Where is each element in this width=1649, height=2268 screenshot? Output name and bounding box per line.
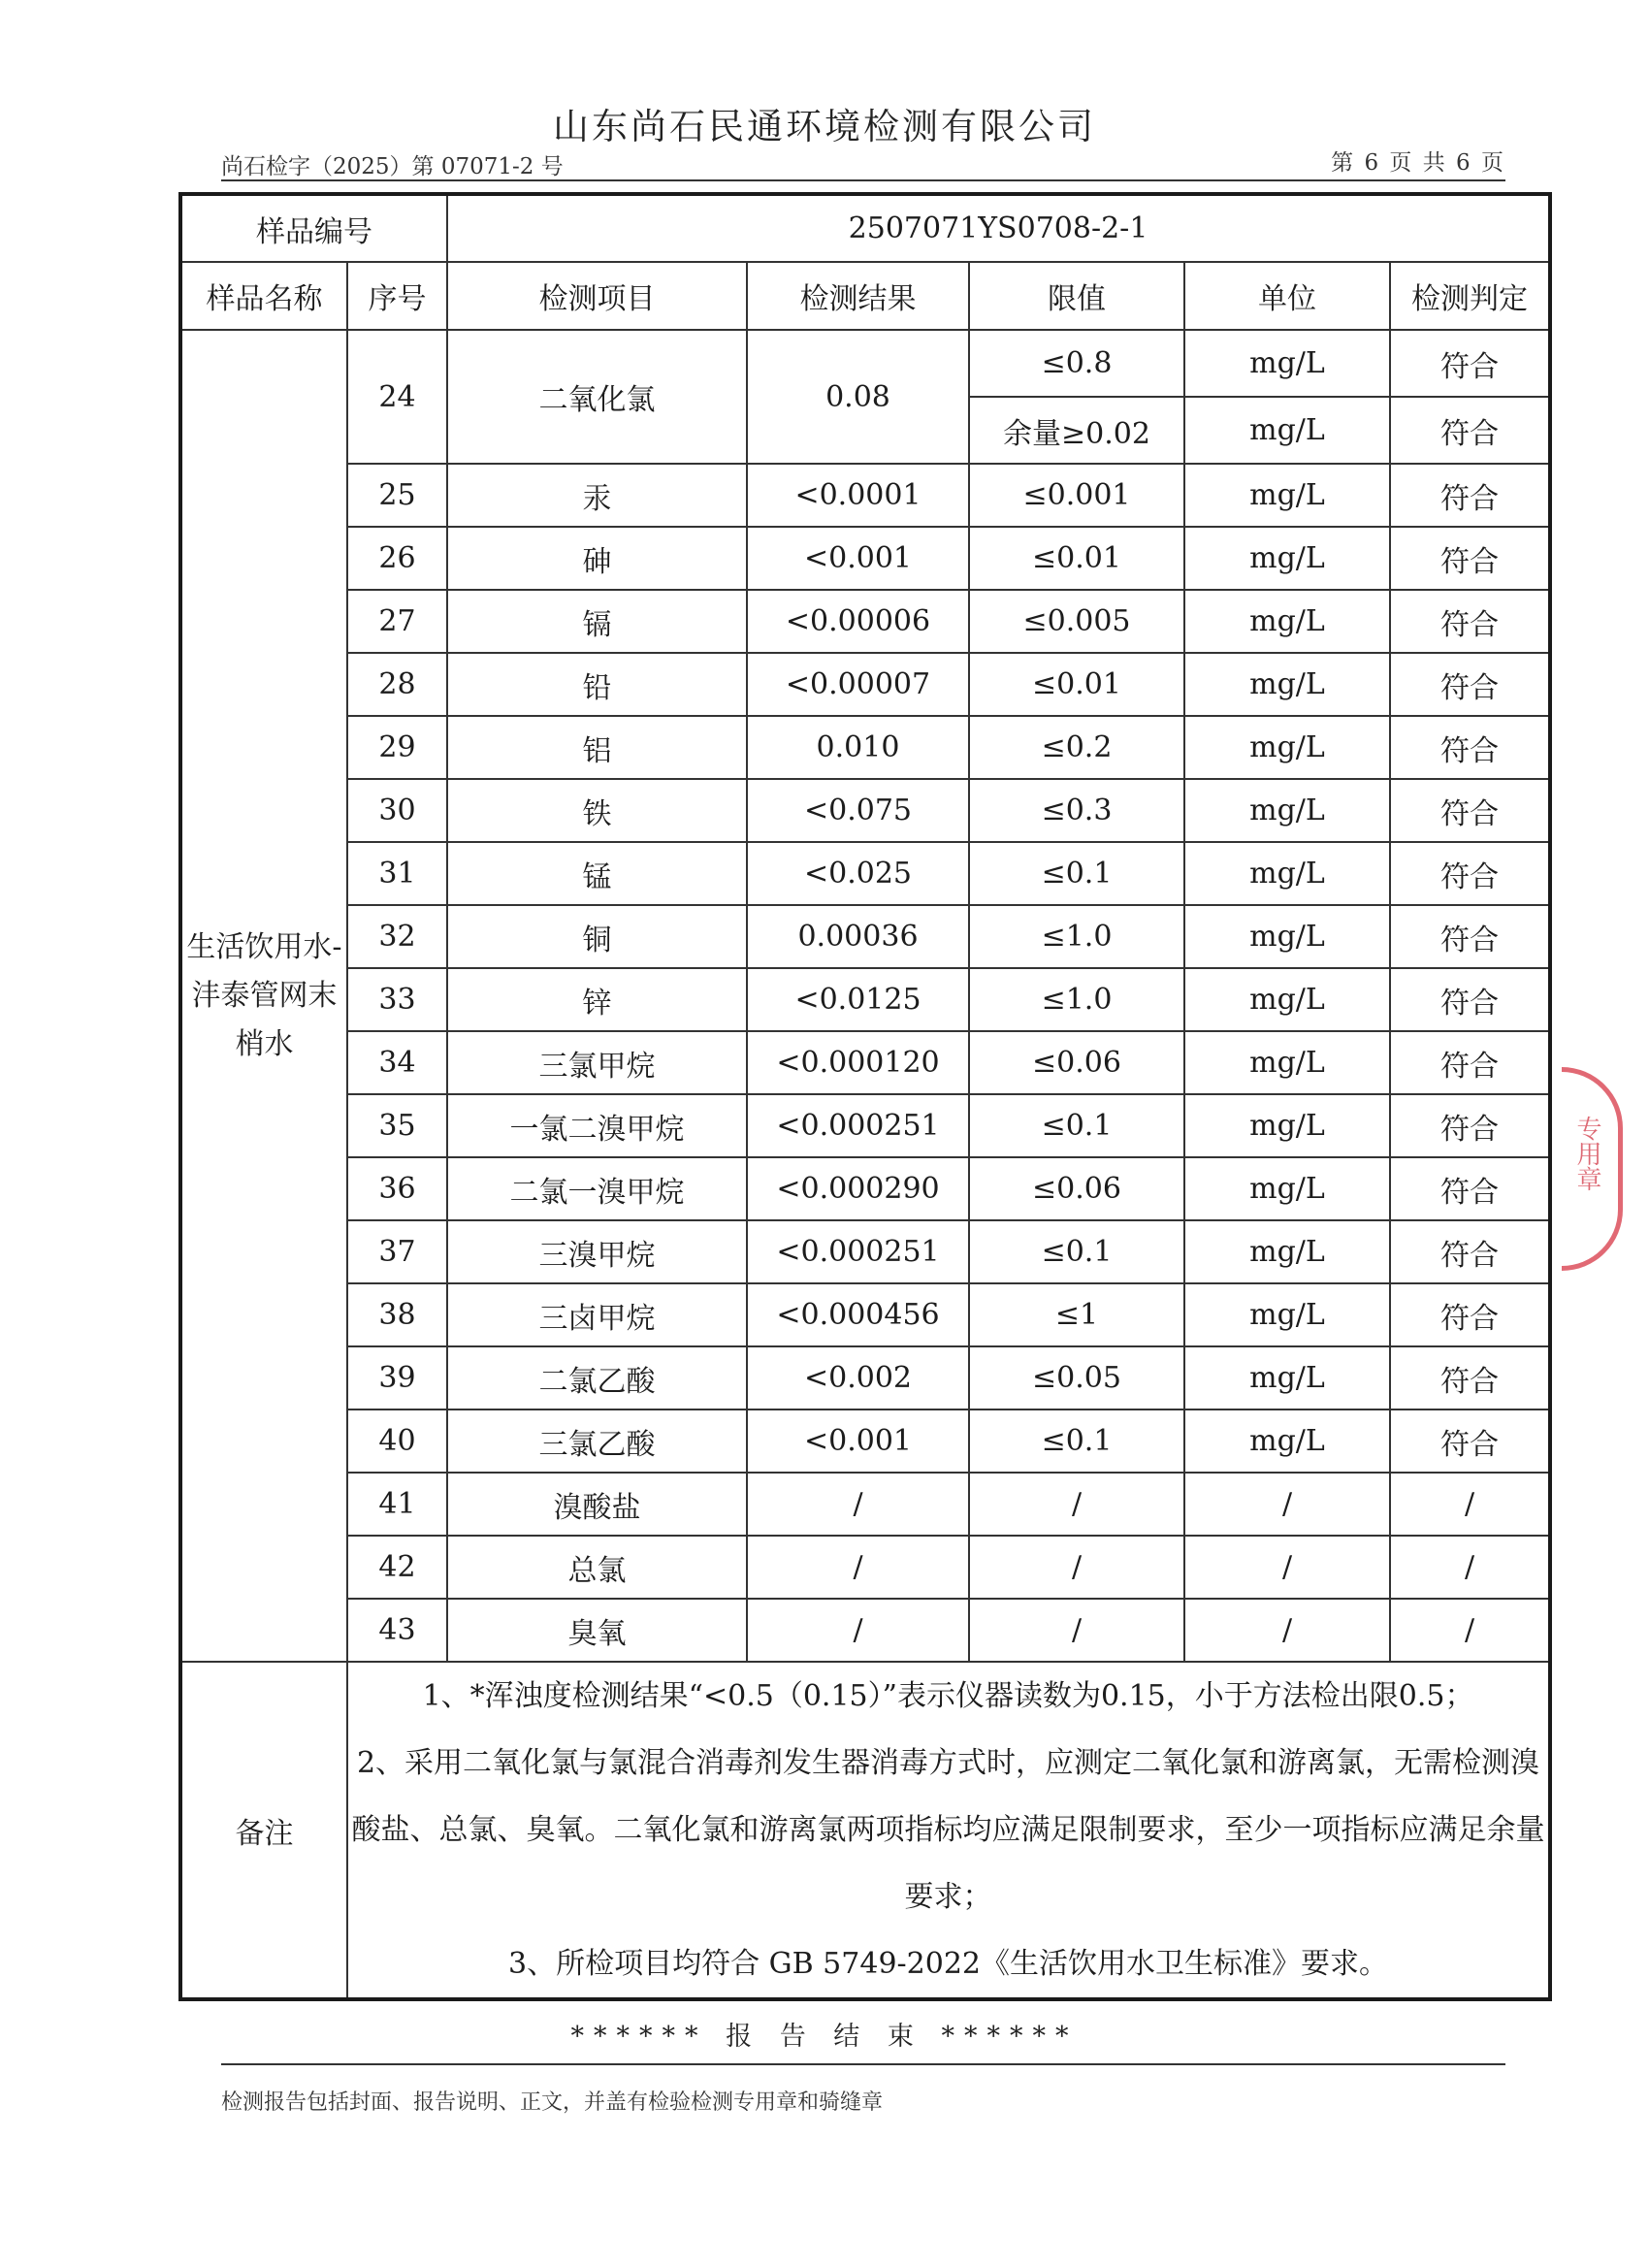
row-unit: mg/L <box>1184 1094 1390 1157</box>
row-verdict: 符合 <box>1390 842 1550 905</box>
row-verdict: 符合 <box>1390 779 1550 842</box>
row-result: <0.001 <box>747 527 969 590</box>
table-row <box>180 1283 1550 1346</box>
row-result: <0.000456 <box>747 1283 969 1346</box>
col-verdict: 检测判定 <box>1390 262 1550 330</box>
table-row <box>180 464 1550 527</box>
sample-no-value: 2507071YS0708-2-1 <box>447 194 1550 262</box>
table-row <box>180 1409 1550 1473</box>
report-end-mark: ****** 报 告 结 束 ****** <box>570 2022 1079 2052</box>
row-unit: mg/L <box>1184 590 1390 653</box>
row-no: 24 <box>347 330 447 464</box>
row-limit: ≤0.005 <box>969 590 1184 653</box>
row-item: 锰 <box>447 842 747 905</box>
row-no: 25 <box>347 464 447 527</box>
row-item: 臭氧 <box>447 1599 747 1662</box>
table-row <box>180 905 1550 968</box>
row-limit: ≤0.3 <box>969 779 1184 842</box>
row-verdict: 符合 <box>1390 330 1550 397</box>
row-no: 43 <box>347 1599 447 1662</box>
row-no: 33 <box>347 968 447 1031</box>
col-unit: 单位 <box>1184 262 1390 330</box>
row-result: <0.0001 <box>747 464 969 527</box>
row-result: <0.00007 <box>747 653 969 716</box>
row-result: <0.00006 <box>747 590 969 653</box>
row-limit: / <box>969 1536 1184 1599</box>
col-limit: 限值 <box>969 262 1184 330</box>
row-no: 26 <box>347 527 447 590</box>
table-row <box>180 1599 1550 1662</box>
row-unit: mg/L <box>1184 1346 1390 1409</box>
row-no: 42 <box>347 1536 447 1599</box>
row-limit: ≤0.8 <box>969 330 1184 397</box>
row-result: <0.0125 <box>747 968 969 1031</box>
col-item: 检测项目 <box>447 262 747 330</box>
row-verdict: / <box>1390 1473 1550 1536</box>
row-result: / <box>747 1473 969 1536</box>
row-result: <0.002 <box>747 1346 969 1409</box>
row-no: 41 <box>347 1473 447 1536</box>
row-result: <0.025 <box>747 842 969 905</box>
seal-stamp-text: 专用章 <box>1572 1116 1601 1191</box>
notes-cell <box>347 1662 1550 1999</box>
table-row <box>180 527 1550 590</box>
row-limit: ≤0.2 <box>969 716 1184 779</box>
row-no: 27 <box>347 590 447 653</box>
table-row <box>180 1346 1550 1409</box>
row-no: 35 <box>347 1094 447 1157</box>
row-limit: ≤0.06 <box>969 1031 1184 1094</box>
row-no: 28 <box>347 653 447 716</box>
sample-name-cell: 生活饮用水-沣泰管网末梢水 <box>180 330 347 1662</box>
row-limit: ≤0.06 <box>969 1157 1184 1220</box>
row-verdict: 符合 <box>1390 590 1550 653</box>
row-limit: / <box>969 1473 1184 1536</box>
row-limit: ≤0.01 <box>969 653 1184 716</box>
row-unit: / <box>1184 1536 1390 1599</box>
row-unit: mg/L <box>1184 1031 1390 1094</box>
col-sample-name: 样品名称 <box>180 262 347 330</box>
row-verdict: 符合 <box>1390 905 1550 968</box>
row-item: 三溴甲烷 <box>447 1220 747 1283</box>
row-item: 锌 <box>447 968 747 1031</box>
table-row <box>180 590 1550 653</box>
table-row <box>180 1157 1550 1220</box>
row-limit: / <box>969 1599 1184 1662</box>
row-verdict: 符合 <box>1390 1094 1550 1157</box>
row-unit: mg/L <box>1184 842 1390 905</box>
row-item: 三卤甲烷 <box>447 1283 747 1346</box>
row-verdict: 符合 <box>1390 1157 1550 1220</box>
row-verdict: 符合 <box>1390 968 1550 1031</box>
row-item: 砷 <box>447 527 747 590</box>
row-item: 二氧化氯 <box>447 330 747 464</box>
row-no: 29 <box>347 716 447 779</box>
row-verdict: 符合 <box>1390 1220 1550 1283</box>
row-item: 溴酸盐 <box>447 1473 747 1536</box>
row-result: <0.000251 <box>747 1094 969 1157</box>
table-row <box>180 1536 1550 1599</box>
row-verdict: 符合 <box>1390 397 1550 464</box>
note-item: 3、所检项目均符合 GB 5749-2022《生活饮用水卫生标准》要求。 <box>508 1947 1389 1981</box>
row-unit: mg/L <box>1184 968 1390 1031</box>
results-table <box>178 192 1552 2001</box>
row-result: <0.000251 <box>747 1220 969 1283</box>
row-unit: mg/L <box>1184 1409 1390 1473</box>
row-result: / <box>747 1536 969 1599</box>
table-row <box>180 1031 1550 1094</box>
row-unit: mg/L <box>1184 1157 1390 1220</box>
row-unit: mg/L <box>1184 464 1390 527</box>
row-limit: ≤1 <box>969 1283 1184 1346</box>
row-item: 三氯甲烷 <box>447 1031 747 1094</box>
row-result: / <box>747 1599 969 1662</box>
row-limit: ≤0.01 <box>969 527 1184 590</box>
row-limit: ≤0.05 <box>969 1346 1184 1409</box>
row-limit: ≤0.1 <box>969 1409 1184 1473</box>
row-unit: mg/L <box>1184 653 1390 716</box>
row-result: <0.000120 <box>747 1031 969 1094</box>
row-unit: mg/L <box>1184 330 1390 397</box>
row-verdict: 符合 <box>1390 653 1550 716</box>
row-item: 铁 <box>447 779 747 842</box>
note-item: 1、*浑浊度检测结果“<0.5（0.15）”表示仪器读数为0.15，小于方法检出限0.5； <box>422 1679 1474 1713</box>
row-item: 镉 <box>447 590 747 653</box>
col-no: 序号 <box>347 262 447 330</box>
row-no: 31 <box>347 842 447 905</box>
row-unit: mg/L <box>1184 1220 1390 1283</box>
row-verdict: 符合 <box>1390 527 1550 590</box>
row-unit: mg/L <box>1184 905 1390 968</box>
row-result: 0.010 <box>747 716 969 779</box>
row-no: 34 <box>347 1031 447 1094</box>
sample-no-label: 样品编号 <box>180 194 447 262</box>
page-info: 第 6 页 共 6 页 <box>1331 150 1505 176</box>
sample-no-row <box>180 194 1550 262</box>
row-no: 32 <box>347 905 447 968</box>
company-name: 山东尚石民通环境检测有限公司 <box>553 106 1096 147</box>
row-unit: mg/L <box>1184 779 1390 842</box>
header-rule <box>221 179 1505 181</box>
note-item: 2、采用二氧化氯与氯混合消毒剂发生器消毒方式时，应测定二氧化氯和游离氯，无需检测溴酸盐、总氯、臭氧。二氧化氯和游离氯两项指标均应满足限制要求，至少一项指标应满足余量要求； <box>351 1746 1545 1914</box>
row-item: 铜 <box>447 905 747 968</box>
row-item: 一氯二溴甲烷 <box>447 1094 747 1157</box>
table-row <box>180 968 1550 1031</box>
row-no: 36 <box>347 1157 447 1220</box>
row-verdict: 符合 <box>1390 1031 1550 1094</box>
col-result: 检测结果 <box>747 262 969 330</box>
row-limit: ≤0.1 <box>969 1094 1184 1157</box>
row-item: 总氯 <box>447 1536 747 1599</box>
row-result: 0.08 <box>747 330 969 464</box>
row-item: 三氯乙酸 <box>447 1409 747 1473</box>
row-unit: mg/L <box>1184 716 1390 779</box>
report-number: 尚石检字（2025）第 07071-2 号 <box>221 154 564 179</box>
row-verdict: 符合 <box>1390 1346 1550 1409</box>
row-result: <0.001 <box>747 1409 969 1473</box>
row-result: <0.075 <box>747 779 969 842</box>
row-unit: / <box>1184 1473 1390 1536</box>
column-header-row <box>180 262 1550 330</box>
table-row <box>180 1094 1550 1157</box>
row-limit: ≤0.1 <box>969 1220 1184 1283</box>
row-verdict: / <box>1390 1536 1550 1599</box>
row-verdict: 符合 <box>1390 716 1550 779</box>
row-limit: ≤0.001 <box>969 464 1184 527</box>
row-item: 二氯一溴甲烷 <box>447 1157 747 1220</box>
row-no: 38 <box>347 1283 447 1346</box>
row-result: <0.000290 <box>747 1157 969 1220</box>
row-verdict: / <box>1390 1599 1550 1662</box>
row-no: 39 <box>347 1346 447 1409</box>
row-limit: 余量≥0.02 <box>969 397 1184 464</box>
row-item: 汞 <box>447 464 747 527</box>
row-verdict: 符合 <box>1390 1283 1550 1346</box>
row-limit: ≤1.0 <box>969 905 1184 968</box>
row-limit: ≤1.0 <box>969 968 1184 1031</box>
table-row <box>180 716 1550 779</box>
row-unit: mg/L <box>1184 527 1390 590</box>
table-row <box>180 842 1550 905</box>
row-no: 40 <box>347 1409 447 1473</box>
table-row <box>180 1220 1550 1283</box>
table-row <box>180 653 1550 716</box>
row-no: 37 <box>347 1220 447 1283</box>
row-unit: mg/L <box>1184 397 1390 464</box>
notes-label: 备注 <box>180 1662 347 1999</box>
row-item: 铝 <box>447 716 747 779</box>
table-row <box>180 779 1550 842</box>
notes-row <box>180 1662 1550 1999</box>
row-verdict: 符合 <box>1390 464 1550 527</box>
footer-note: 检测报告包括封面、报告说明、正文，并盖有检验检测专用章和骑缝章 <box>221 2090 884 2115</box>
row-unit: / <box>1184 1599 1390 1662</box>
row-verdict: 符合 <box>1390 1409 1550 1473</box>
row-item: 二氯乙酸 <box>447 1346 747 1409</box>
row-item: 铅 <box>447 653 747 716</box>
row-unit: mg/L <box>1184 1283 1390 1346</box>
footer-rule <box>221 2063 1505 2065</box>
row-limit: ≤0.1 <box>969 842 1184 905</box>
table-row <box>180 330 1550 397</box>
row-result: 0.00036 <box>747 905 969 968</box>
table-row <box>180 1473 1550 1536</box>
row-no: 30 <box>347 779 447 842</box>
